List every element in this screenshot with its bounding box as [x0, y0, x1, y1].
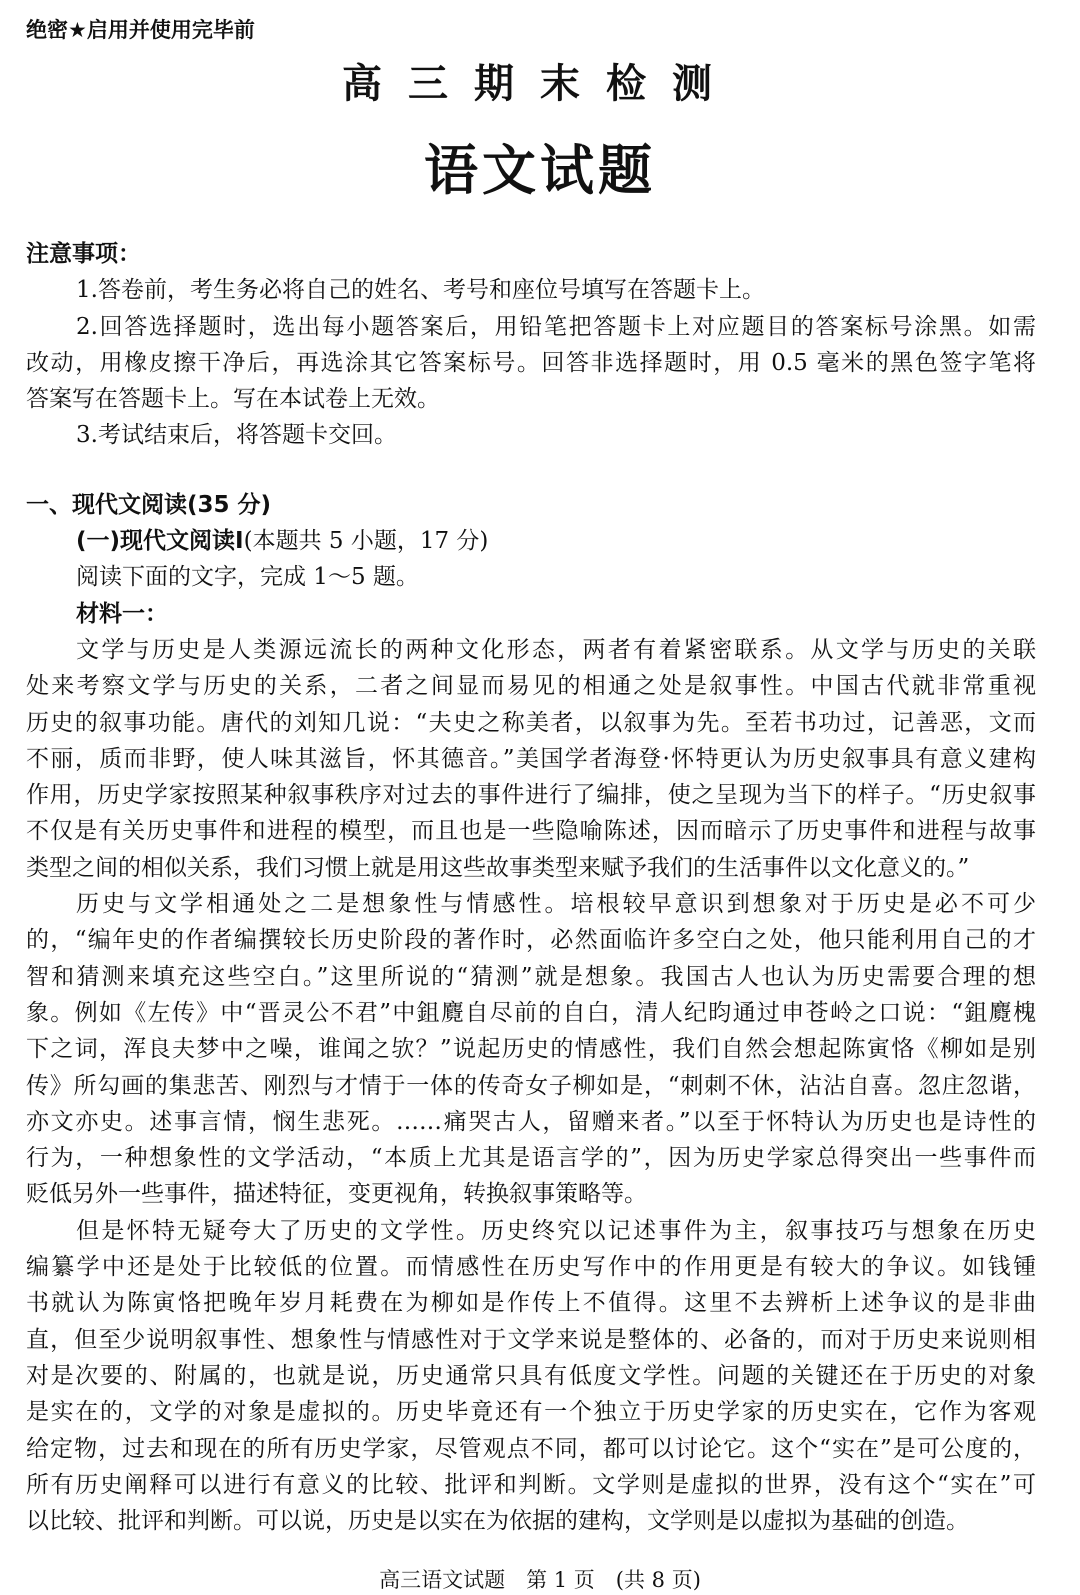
paragraph	[26, 886, 1036, 1213]
paragraph-line: 传》所勾画的集悲苦、刚烈与才情于一体的传奇女子柳如是，“刺刺不休，沾沾自喜。忽庄忽谐，	[26, 1072, 1036, 1099]
note-line: 3.考试结束后，将答题卡交回。	[76, 422, 397, 449]
paragraph-line: 给定物，过去和现在的所有历史学家，尽管观点不同，都可以讨论它。这个“实在”是可公度的，	[26, 1435, 1036, 1462]
notes-heading: 注意事项：	[26, 241, 141, 267]
paragraph-line: 对是次要的、附属的，也就是说，历史通常只具有低度文学性。问题的关键还在于历史的对象	[26, 1362, 1036, 1389]
sub-section-title: (一)现代文阅读Ⅰ	[76, 528, 244, 555]
paragraph-line: 贬低另外一些事件，描述特征，变更视角，转换叙事策略等。	[26, 1181, 647, 1208]
paragraph-line: 处来考察文学与历史的关系，二者之间显而易见的相通之处是叙事性。中国古代就非常重视	[26, 673, 1036, 700]
document-body	[26, 236, 1036, 1539]
paragraph	[26, 1213, 1036, 1540]
note-line: 答案写在答题卡上。写在本试卷上无效。	[26, 386, 440, 413]
paragraph-line: 但是怀特无疑夸大了历史的文学性。历史终究以记述事件为主，叙事技巧与想象在历史	[76, 1217, 1036, 1244]
paragraph-line: 所有历史阐释可以进行有意义的比较、批评和判断。文学则是虚拟的世界，没有这个“实在”可	[26, 1471, 1036, 1498]
paragraph-line: 是实在的，文学的对象是虚拟的。历史毕竟还有一个独立于历史学家的历史实在，它作为客观	[26, 1399, 1036, 1426]
paragraph-line: 书就认为陈寅恪把晚年岁月耗费在为柳如是作传上不值得。这里不去辨析上述争议的是非曲	[26, 1290, 1036, 1317]
page-title: 语文试题	[424, 139, 656, 202]
paragraph-line: 不仅是有关历史事件和进程的模型，而且也是一些隐喻陈述，因而暗示了历史事件和进程与故事	[26, 818, 1036, 845]
note-line: 2.回答选择题时，选出每小题答案后，用铅笔把答题卡上对应题目的答案标号涂黑。如需	[76, 313, 1036, 340]
paragraph-line: 智和猜测来填充这些空白。”这里所说的“猜测”就是想象。我国古人也认为历史需要合理的想	[26, 963, 1036, 990]
paragraph-line: 文学与历史是人类源远流长的两种文化形态，两者有着紧密联系。从文学与历史的关联	[76, 636, 1036, 663]
exam-name: 高三期末检测	[342, 61, 738, 107]
reading-instruction: 阅读下面的文字，完成 1～5 题。	[76, 564, 419, 591]
paragraph-line: 编纂学中还是处于比较低的位置。而情感性在历史写作中的作用更是有较大的争议。如钱锺	[26, 1254, 1036, 1281]
paragraph-line: 以比较、批评和判断。可以说，历史是以实在为依据的建构，文学则是以虚拟为基础的创造。	[26, 1508, 969, 1535]
paragraph-line: 下之词，浑良夫梦中之噪，谁闻之欤？”说起历史的情感性，我们自然会想起陈寅恪《柳如是别	[26, 1036, 1036, 1063]
paragraph-line: 的，“编年史的作者编撰较长历史阶段的著作时，必然面临许多空白之处，他只能利用自己的才	[26, 927, 1036, 954]
note-line: 1.答卷前，考生务必将自己的姓名、考号和座位号填写在答题卡上。	[76, 277, 765, 304]
paragraph-line: 不丽，质而非野，使人味其滋旨，怀其德音。”美国学者海登·怀特更认为历史叙事具有意义建构	[26, 745, 1036, 772]
sub-section-heading	[26, 523, 1036, 559]
paragraph-line: 作用，历史学家按照某种叙事秩序对过去的事件进行了编排，使之呈现为当下的样子。“历史叙事	[26, 782, 1036, 809]
paragraph-line: 亦文亦史。述事言情，悯生悲死。……痛哭古人，留赠来者。”以至于怀特认为历史也是诗性的	[26, 1108, 1036, 1135]
material-label: 材料一：	[76, 600, 168, 627]
paragraph-line: 历史的叙事功能。唐代的刘知几说：“夫史之称美者，以叙事为先。至若书功过，记善恶，文而	[26, 709, 1036, 736]
paragraph-line: 象。例如《左传》中“晋灵公不君”中鉏麑自尽前的自白，清人纪昀通过申苍岭之口说：“鉏麑槐	[26, 999, 1036, 1026]
paragraph-line: 行为，一种想象性的文学活动，“本质上尤其是语言学的”，因为历史学家总得突出一些事件而	[26, 1145, 1036, 1172]
paragraph	[26, 632, 1036, 886]
confidential-label: 绝密★启用并使用完毕前	[26, 18, 255, 42]
paragraph-line: 历史与文学相通处之二是想象性与情感性。培根较早意识到想象对于历史是必不可少	[76, 891, 1036, 918]
sub-section-note: (本题共 5 小题，17 分)	[243, 528, 489, 555]
note-line: 改动，用橡皮擦干净后，再选涂其它答案标号。回答非选择题时，用 0.5 毫米的黑色签字笔将	[26, 349, 1036, 376]
page-footer: 高三语文试题 第 1 页 (共 8 页)	[379, 1568, 701, 1592]
paragraph-line: 类型之间的相似关系，我们习惯上就是用这些故事类型来赋予我们的生活事件以文化意义的。”	[26, 854, 970, 881]
paragraph-line: 直，但至少说明叙事性、想象性与情感性对于文学来说是整体的、必备的，而对于历史来说则相	[26, 1326, 1036, 1353]
reading-passage	[26, 632, 1036, 1539]
section-heading: 一、现代文阅读(35 分)	[26, 491, 272, 518]
